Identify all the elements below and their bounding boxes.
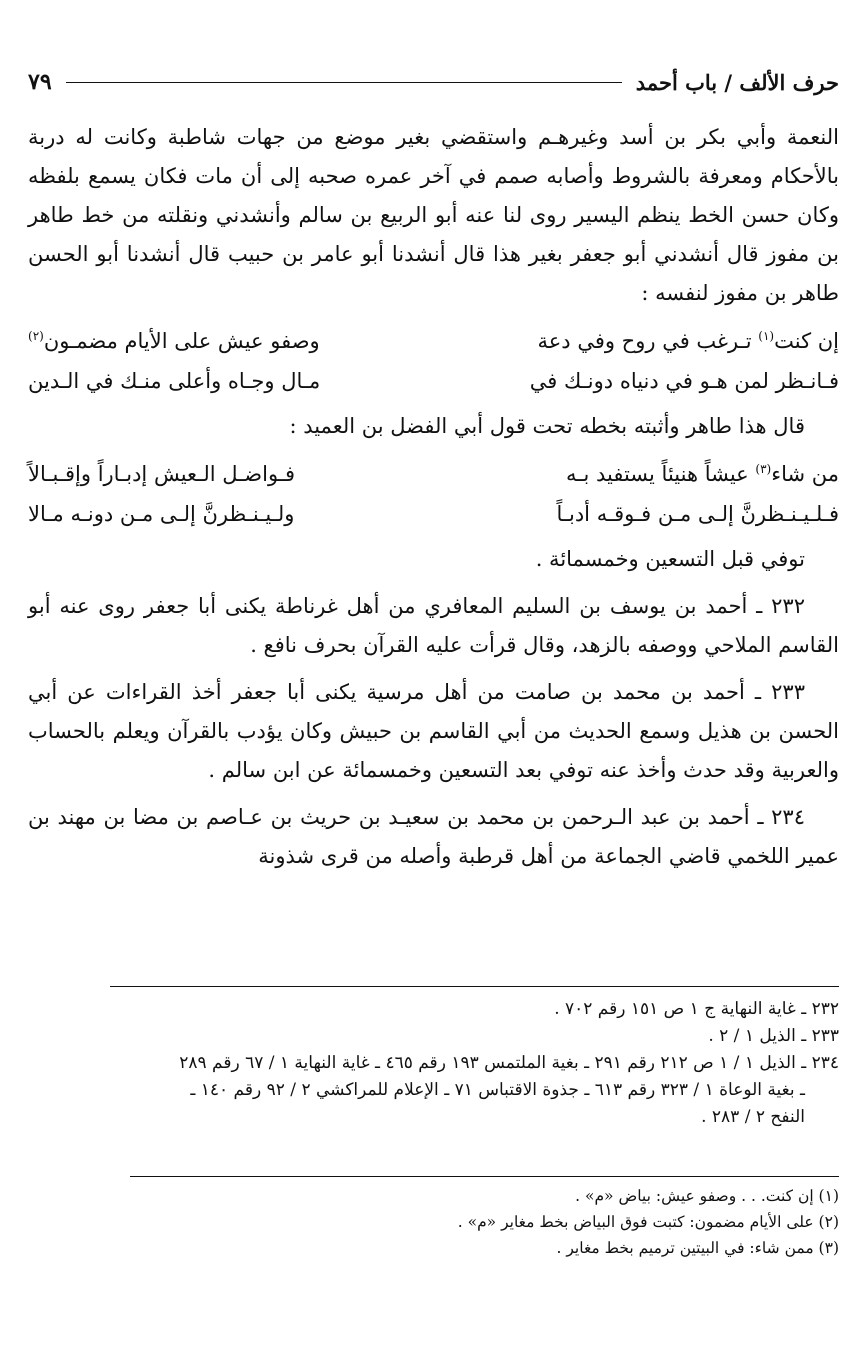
hemistich-first — [566, 454, 839, 494]
poem-intro: قال هذا طاهر وأثبته بخطه تحت قول أبي الفضل بن العميد : — [289, 414, 805, 438]
hemistich-first: فـانـظر لمن هـو في دنياه دونـك في — [529, 369, 839, 393]
reference-234: ٢٣٤ ـ الذيل ١ / ١ ص ٢١٢ رقم ٢٩١ ـ بغية الملتمس ١٩٣ رقم ٤٦٥ ـ غاية النهاية ١ / ٦٧ رقم ٢٨٩ — [179, 1053, 839, 1073]
main-text — [28, 118, 839, 884]
death-note: توفي قبل التسعين وخمسمائة . — [535, 547, 805, 571]
references — [28, 996, 839, 1131]
text-line: بلفظه وكان حسن الخط ينظم اليسير روى لنا عنه أبو الربيع بن سالم وأنشدني ونقلته من — [28, 164, 839, 227]
hemistich-text: من شاء — [771, 462, 839, 486]
reference-232: ٢٣٢ ـ غاية النهاية ج ١ ص ١٥١ رقم ٧٠٢ . — [554, 999, 839, 1019]
hemistich-second: فـواضـل الـعيش إدبـاراً وإقـبـالاً — [28, 462, 296, 486]
footnotes — [28, 1183, 839, 1261]
text-line: بالأحكام ومعرفة بالشروط وأصابه صمم في آخر عمره صحبه إلى أن مات فكان يسمع — [87, 164, 839, 188]
footnote-1: (١) إن كنت. . . وصفو عيش: بياض «م» . — [575, 1187, 839, 1205]
text-line: النعمة وأبي بكر بن أسد وغيرهـم واستقضي بغير موضع من جهات شاطبة وكانت له دربة — [28, 125, 839, 149]
hemistich-second: مـال وجـاه وأعلى منـك في الـدين — [28, 369, 321, 393]
hemistich-second: ولـيـنـظرنَّ إلـى مـن دونـه مـالا — [28, 502, 295, 526]
footnotes-separator — [130, 1176, 839, 1177]
entry-232: ٢٣٢ ـ أحمد بن يوسف بن السليم المعافري من أهل غرناطة يكنى أبا جعفر روى عنه أبو القاسم الملاحي ووصفه بالزهد، وقال قرأت عليه القرآن بحرف نافع . — [28, 594, 839, 657]
footnote-marker: (١) — [758, 329, 775, 343]
footnote-3: (٣) ممن شاء: في البيتين ترميم بخط مغاير . — [556, 1239, 839, 1257]
hemistich-second — [28, 321, 320, 361]
footnote-marker: (٢) — [28, 329, 44, 343]
running-title: حرف الألف / باب أحمد — [635, 69, 839, 95]
verse-line — [28, 361, 839, 401]
hemistich-text: وصفو عيش على الأيام مضمـون — [43, 329, 320, 353]
verse-line — [28, 494, 839, 534]
reference-234-cont: ـ بغية الوعاة ١ / ٣٢٣ رقم ٦١٣ ـ جذوة الاقتباس ٧١ ـ الإعلام للمراكشي ٢ / ٩٢ رقم ١٤٠ ـ — [190, 1080, 805, 1100]
reference-234-cont: النفح ٢ / ٢٨٣ . — [701, 1107, 805, 1127]
footnote-2: (٢) على الأيام مضمون: كتبت فوق البياض بخط مغاير «م» . — [457, 1213, 839, 1231]
references-separator — [110, 986, 839, 987]
verse-line — [28, 454, 839, 494]
text-line: أنشدنا أبو الحسن طاهر بن مفوز لنفسه : — [28, 242, 839, 305]
biography-continuation — [28, 118, 839, 313]
hemistich-first: فـلـيـنـظرنَّ إلـى مـن فـوقـه أدبـاً — [556, 502, 839, 526]
hemistich-text: إن كنت — [774, 329, 839, 353]
poem-2 — [28, 454, 839, 534]
page-header — [28, 60, 839, 104]
verse-line — [28, 321, 839, 361]
hemistich-first — [538, 321, 840, 361]
entry-234: ٢٣٤ ـ أحمد بن عبد الـرحمن بن محمد بن سعيـد بن حريث بن عـاصم بن مضا بن مهند بن عمير اللخمي قاضي الجماعة من أهل قرطبة وأصله من قرى شذونة — [28, 805, 839, 868]
poem-1 — [28, 321, 839, 401]
footnote-marker: (٣) — [755, 462, 772, 476]
entry-233: ٢٣٣ ـ أحمد بن محمد بن صامت من أهل مرسية يكنى أبا جعفر أخذ القراءات عن أبي الحسن بن هذيل وسمع الحديث من أبي القاسم بن حبيش وكان يؤدب بالقرآن ويعلم بالحساب والعربية وقد حدث وأخذ عنه توفي بعد التسعين وخمسمائة عن ابن سالم . — [28, 680, 839, 782]
header-rule — [66, 82, 622, 83]
text-line: خط طاهر بن مفوز قال أنشدني أبو جعفر بغير هذا قال أنشدنا أبو عامر بن حبيب قال — [28, 203, 839, 266]
page-number: ٧٩ — [28, 69, 52, 95]
hemistich-text: عيشاً هنيئاً يستفيد بـه — [566, 462, 756, 486]
hemistich-text: تـرغب في روح وفي دعة — [537, 329, 759, 353]
reference-233: ٢٣٣ ـ الذيل ١ / ٢ . — [708, 1026, 839, 1046]
